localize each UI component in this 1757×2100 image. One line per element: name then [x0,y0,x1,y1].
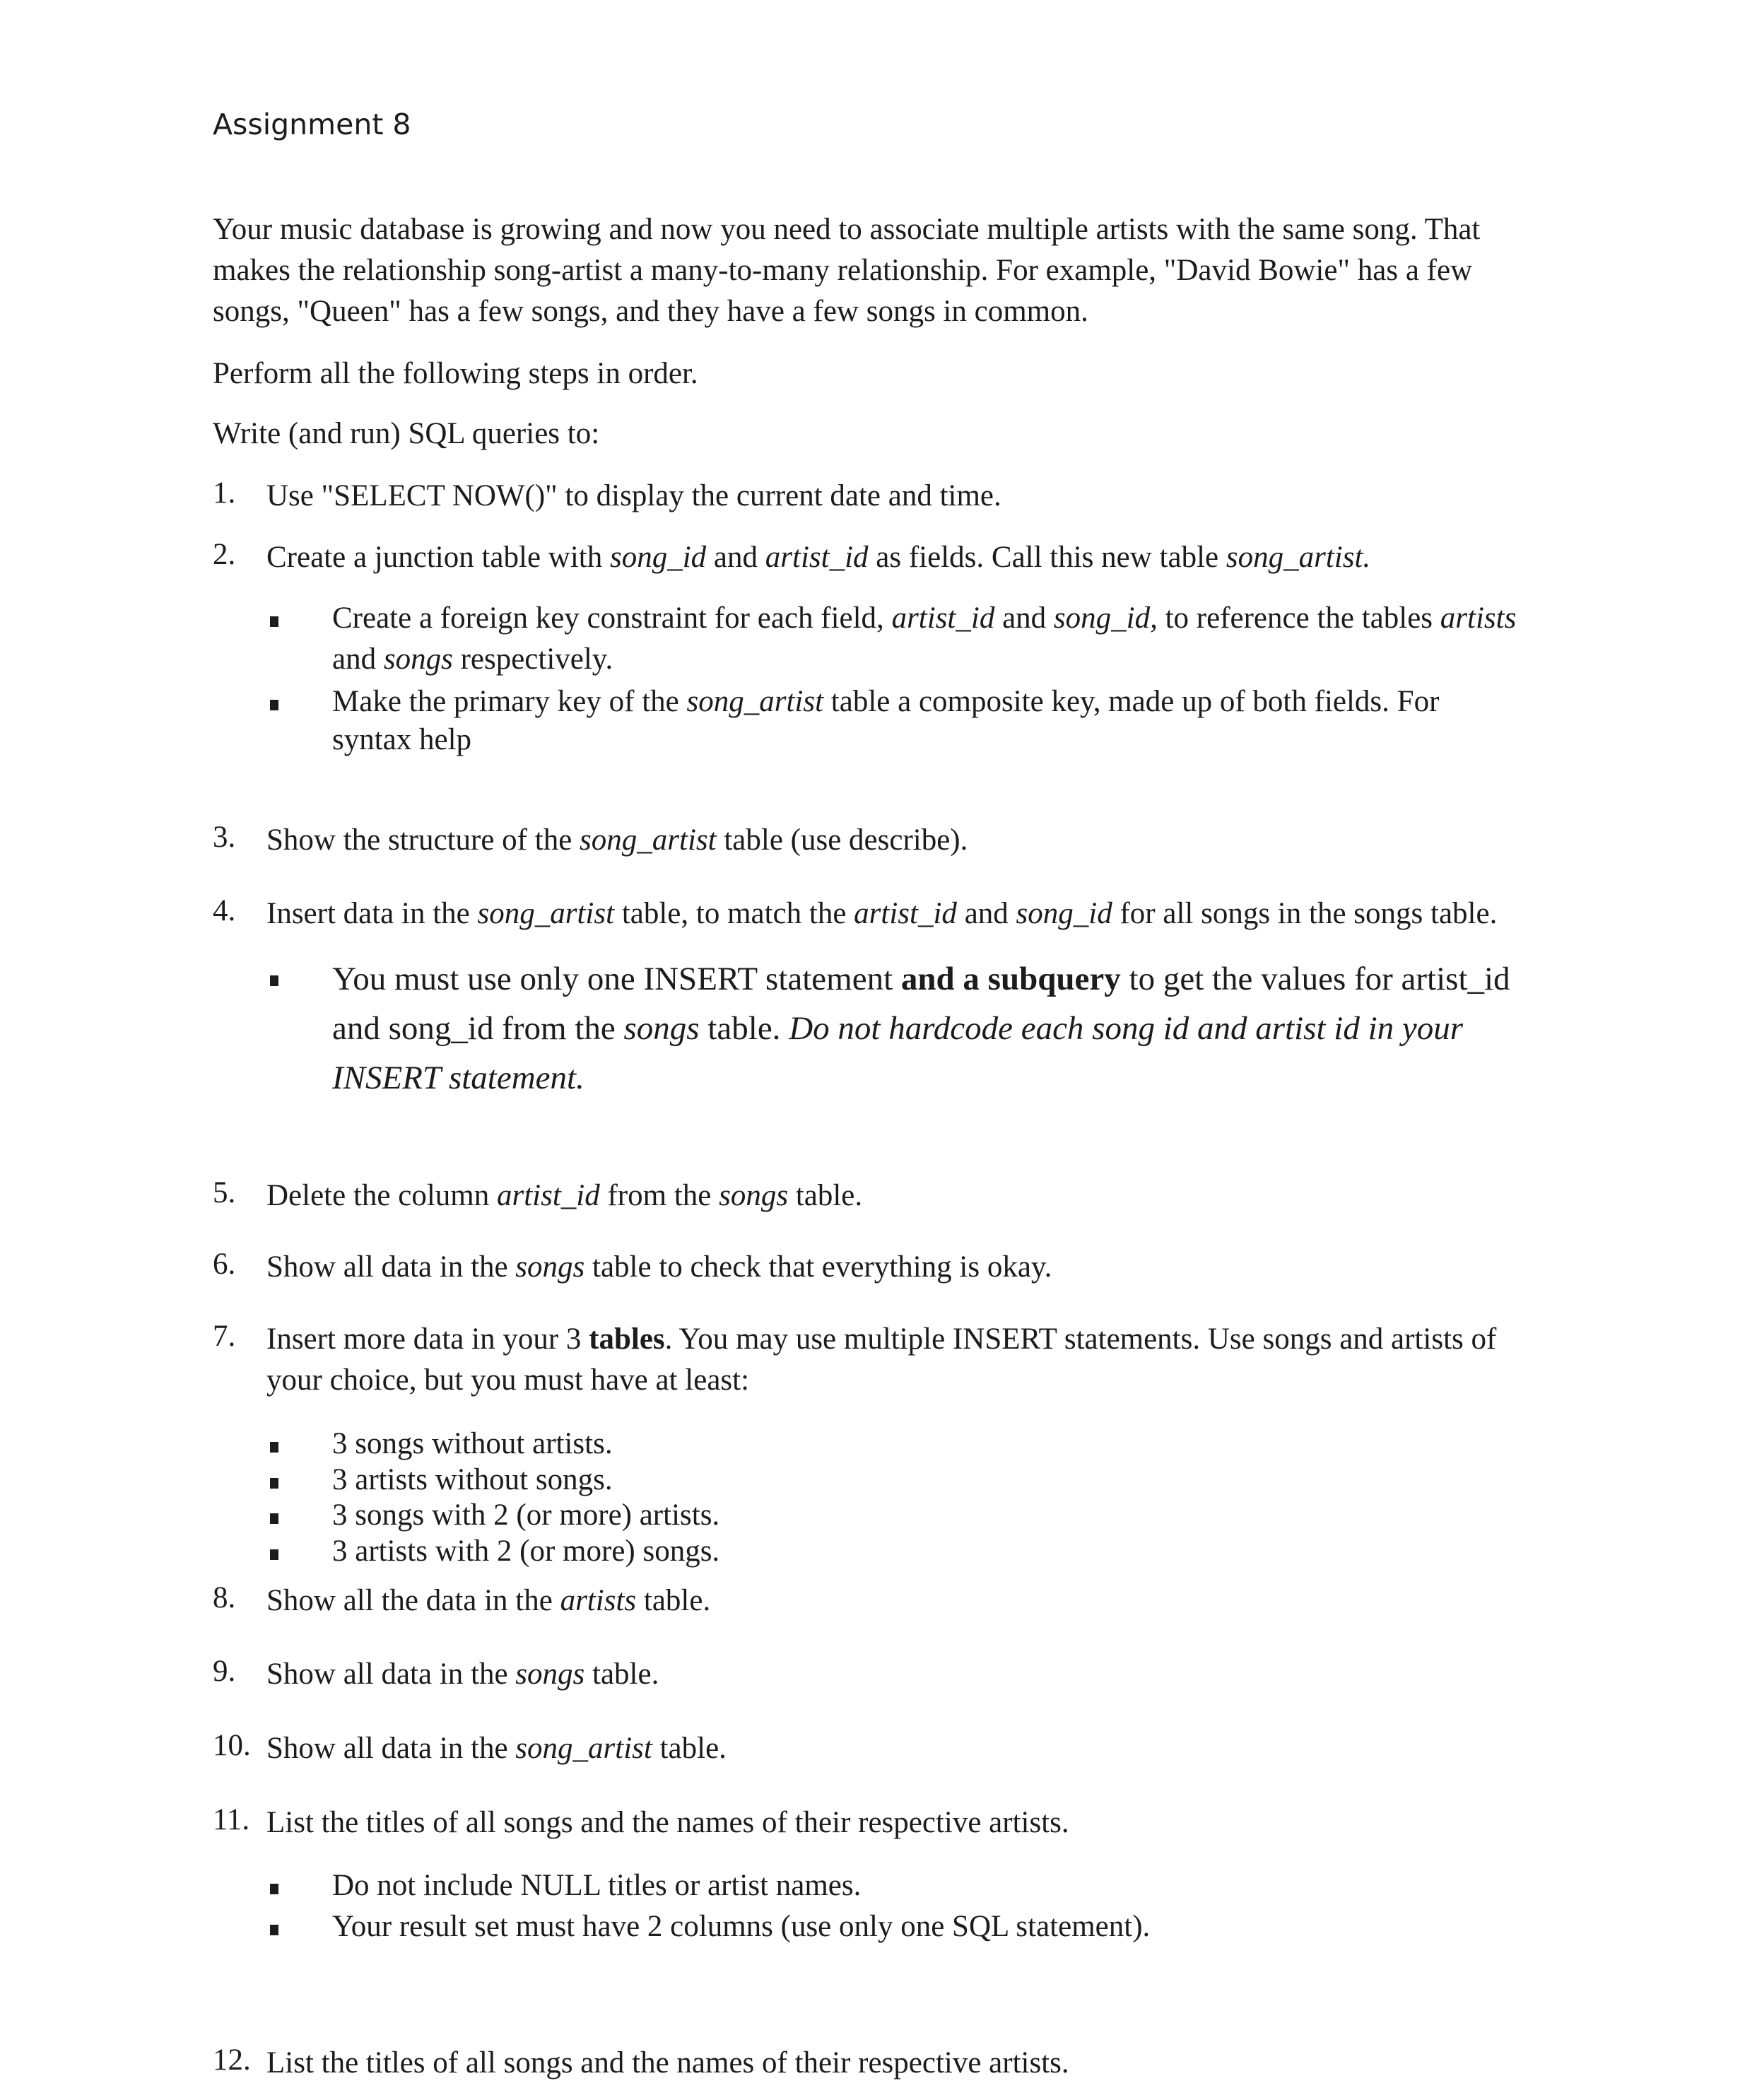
step-2-bullet-2-line-2: syntax help [332,723,472,756]
bullet-icon [270,1925,278,1935]
step-11-bullet-1: Do not include NULL titles or artist names. [332,1869,862,1902]
step-7-bullet-4: 3 artists with 2 (or more) songs. [332,1535,720,1568]
step-10-number: 10. [213,1729,251,1762]
intro-line-2: makes the relationship song-artist a many-to-many relationship. For example, "David Bowie" has a few [213,254,1473,287]
bullet-icon [270,975,278,986]
step-11-text: List the titles of all songs and the names of their respective artists. [266,1806,1069,1839]
step-10-text: Show all data in the song_artist table. [266,1732,727,1765]
bullet-icon [270,616,278,627]
step-12-number: 12. [213,2043,251,2077]
step-1-text: Use "SELECT NOW()" to display the current date and time. [266,479,1001,512]
step-7-line-2: your choice, but you must have at least: [266,1363,750,1397]
step-4-number: 4. [213,894,236,927]
step-3-text: Show the structure of the song_artist table (use describe). [266,823,968,857]
bullet-icon [270,1442,278,1453]
step-6-text: Show all data in the songs table to check that everything is okay. [266,1250,1052,1284]
bullet-icon [270,700,278,710]
bullet-icon [270,1884,278,1894]
step-2-bullet-2-line-1: Make the primary key of the song_artist table a composite key, made up of both fields. For [332,685,1440,718]
step-7-number: 7. [213,1320,236,1353]
step-8-text: Show all the data in the artists table. [266,1584,711,1617]
step-7-bullet-2: 3 artists without songs. [332,1463,613,1496]
step-4-text: Insert data in the song_artist table, to match the artist_id and song_id for all songs in the songs table. [266,897,1498,930]
step-6-number: 6. [213,1248,236,1281]
intro-line-3: songs, "Queen" has a few songs, and they have a few songs in common. [213,295,1088,328]
step-9-text: Show all data in the songs table. [266,1658,659,1691]
step-2-bullet-1-line-1: Create a foreign key constraint for each field, artist_id and song_id, to reference the tables artists [332,602,1517,635]
step-7-line-1: Insert more data in your 3 tables. You may use multiple INSERT statements. Use songs and artists of [266,1322,1497,1356]
step-7-bullet-3: 3 songs with 2 (or more) artists. [332,1498,720,1532]
step-2-number: 2. [213,538,236,571]
step-11-bullet-2: Your result set must have 2 columns (use only one SQL statement). [332,1910,1151,1943]
write-instruction: Write (and run) SQL queries to: [213,417,600,450]
perform-instruction: Perform all the following steps in order. [213,357,698,390]
bullet-icon [270,1549,278,1560]
bullet-icon [270,1478,278,1489]
page-title: Assignment 8 [213,107,411,141]
intro-line-1: Your music database is growing and now you need to associate multiple artists with the same song. That [213,213,1481,246]
step-4-bullet-line-2: and song_id from the songs table. Do not hardcode each song id and artist id in your [332,1010,1464,1047]
step-3-number: 3. [213,821,236,854]
step-9-number: 9. [213,1655,236,1688]
step-12-text: List the titles of all songs and the names of their respective artists. [266,2046,1069,2080]
step-2-bullet-1-line-2: and songs respectively. [332,643,613,676]
step-7-bullet-1: 3 songs without artists. [332,1427,613,1460]
bullet-icon [270,1513,278,1524]
step-8-number: 8. [213,1581,236,1614]
step-4-bullet-line-3: INSERT statement. [332,1060,584,1096]
step-1-number: 1. [213,476,236,510]
step-11-number: 11. [213,1803,250,1836]
step-4-bullet-line-1: You must use only one INSERT statement and a subquery to get the values for artist_id [332,961,1510,997]
step-5-number: 5. [213,1176,236,1209]
step-5-text: Delete the column artist_id from the songs table. [266,1179,863,1212]
step-2-text: Create a junction table with song_id and artist_id as fields. Call this new table song_artist. [266,541,1371,574]
